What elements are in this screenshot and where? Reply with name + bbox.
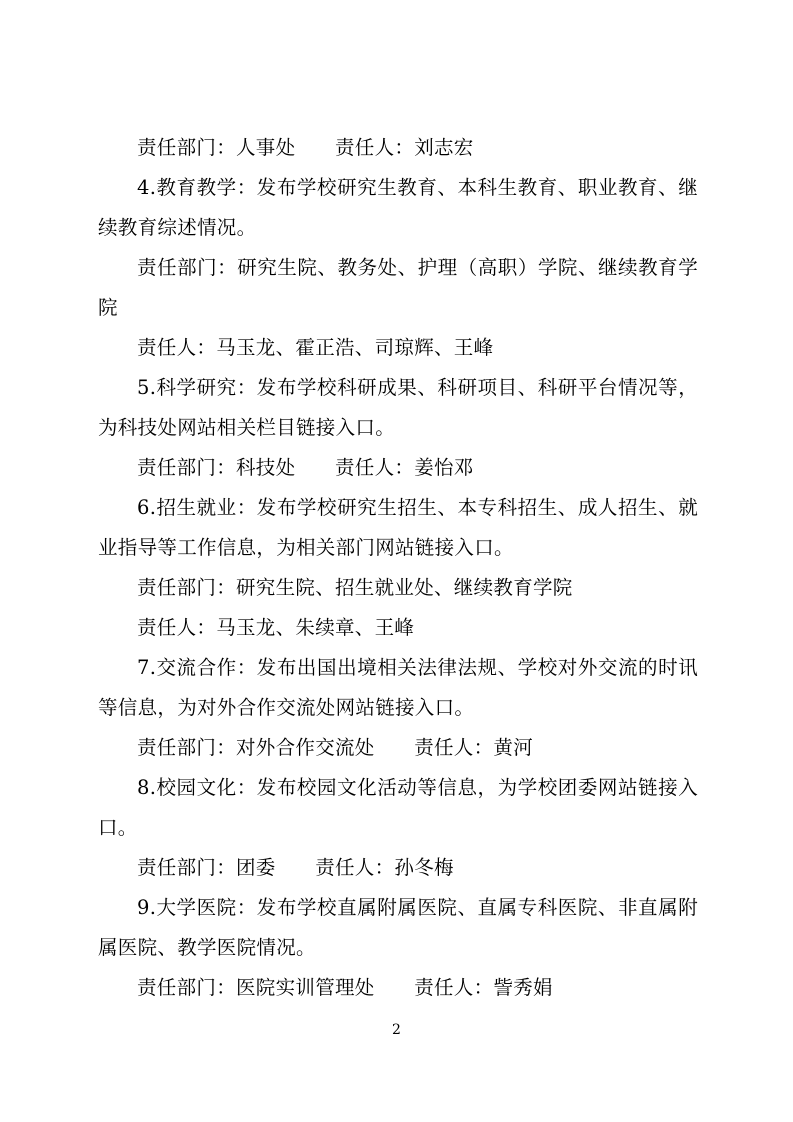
paragraph: 责任部门：研究生院、教务处、护理（高职）学院、继续教育学院 xyxy=(98,256,698,319)
paragraph: 责任部门：科技处 责任人：姜怡邓 xyxy=(137,456,474,479)
paragraph: 8.校园文化：发布校园文化活动等信息，为学校团委网站链接入口。 xyxy=(98,776,698,839)
paragraph: 9.大学医院：发布学校直属附属医院、直属专科医院、非直属附属医院、教学医院情况。 xyxy=(98,896,698,959)
page-number: 2 xyxy=(392,1022,401,1038)
paragraph: 责任人：马玉龙、朱续章、王峰 xyxy=(137,616,415,639)
paragraph: 责任部门：研究生院、招生就业处、继续教育学院 xyxy=(137,576,573,599)
paragraph: 责任部门：对外合作交流处 责任人：黄河 xyxy=(137,736,534,759)
paragraph: 4.教育教学：发布学校研究生教育、本科生教育、职业教育、继续教育综述情况。 xyxy=(98,176,698,239)
paragraph: 责任人：马玉龙、霍正浩、司琼辉、王峰 xyxy=(137,336,494,359)
paragraph: 责任部门：团委 责任人：孙冬梅 xyxy=(137,856,454,879)
document-body xyxy=(98,128,698,1008)
paragraph: 7.交流合作：发布出国出境相关法律法规、学校对外交流的时讯等信息，为对外合作交流处网站链接入口。 xyxy=(98,656,698,719)
paragraph: 责任部门：人事处 责任人：刘志宏 xyxy=(137,136,474,159)
paragraph: 6.招生就业：发布学校研究生招生、本专科招生、成人招生、就业指导等工作信息，为相关部门网站链接入口。 xyxy=(98,496,698,559)
paragraph: 5.科学研究：发布学校科研成果、科研项目、科研平台情况等，为科技处网站相关栏目链接入口。 xyxy=(98,376,698,439)
paragraph: 责任部门：医院实训管理处 责任人：訾秀娟 xyxy=(137,976,553,999)
